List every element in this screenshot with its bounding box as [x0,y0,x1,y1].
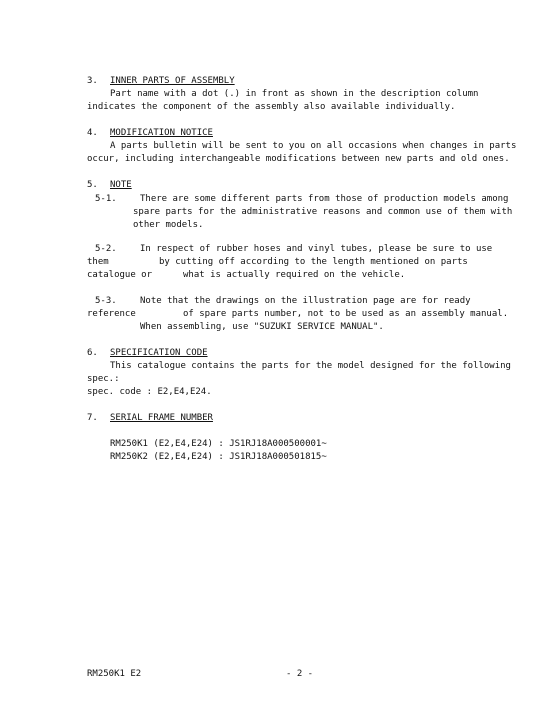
section-6-title: SPECIFICATION CODE [110,348,208,358]
note-5-1-line-2: spare parts for the administrative reasons and common use of them with [133,207,513,217]
section-5-number: 5. [87,180,98,190]
section-3-number: 3. [87,76,98,86]
note-5-3-line-2a: reference [87,309,136,319]
note-5-2-line-3a: catalogue or [87,270,153,280]
section-6-number: 6. [87,348,98,358]
note-5-2-line-2a: them [87,257,109,267]
section-3-line-1: Part name with a dot (.) in front as shown in the description column [110,89,479,99]
note-5-3-number: 5-3. [95,296,117,306]
section-3-line-2: indicates the component of the assembly also available individually. [87,102,456,112]
section-4-title: MODIFICATION NOTICE [110,128,213,138]
note-5-1-line-1: There are some different parts from those of production models among [140,194,509,204]
footer-model: RM250K1 E2 [87,669,142,679]
note-5-1-line-3: other models. [133,220,204,230]
section-6-line-3: spec. code : E2,E4,E24. [87,387,212,397]
note-5-3-line-3: When assembling, use "SUZUKI SERVICE MANUAL". [140,322,384,332]
note-5-1-number: 5-1. [95,194,117,204]
section-6-line-1: This catalogue contains the parts for the model designed for the following [110,361,511,371]
section-4-line-2: occur, including interchangeable modifications between new parts and old ones. [87,154,510,164]
section-3-title: INNER PARTS OF ASSEMBLY [110,76,235,86]
serial-row: RM250K1 (E2,E4,E24) : JS1RJ18A000500001~ [110,439,327,449]
section-7-title: SERIAL FRAME NUMBER [110,413,213,423]
serial-row: RM250K2 (E2,E4,E24) : JS1RJ18A000501815~ [110,452,327,462]
page-number: - 2 - [286,669,314,679]
note-5-2-number: 5-2. [95,244,117,254]
section-5-title: NOTE [110,180,132,190]
section-6-line-2: spec.: [87,374,120,384]
note-5-3-line-2b: of spare parts number, not to be used as an assembly manual. [183,309,509,319]
note-5-2-line-1: In respect of rubber hoses and vinyl tubes, please be sure to use [140,244,493,254]
section-4-line-1: A parts bulletin will be sent to you on all occasions when changes in parts [110,141,517,151]
note-5-2-line-2b: by cutting off according to the length mentioned on parts [159,257,468,267]
note-5-2-line-3b: what is actually required on the vehicle. [183,270,406,280]
section-4-number: 4. [87,128,98,138]
section-7-number: 7. [87,413,98,423]
note-5-3-line-1: Note that the drawings on the illustration page are for ready [140,296,471,306]
